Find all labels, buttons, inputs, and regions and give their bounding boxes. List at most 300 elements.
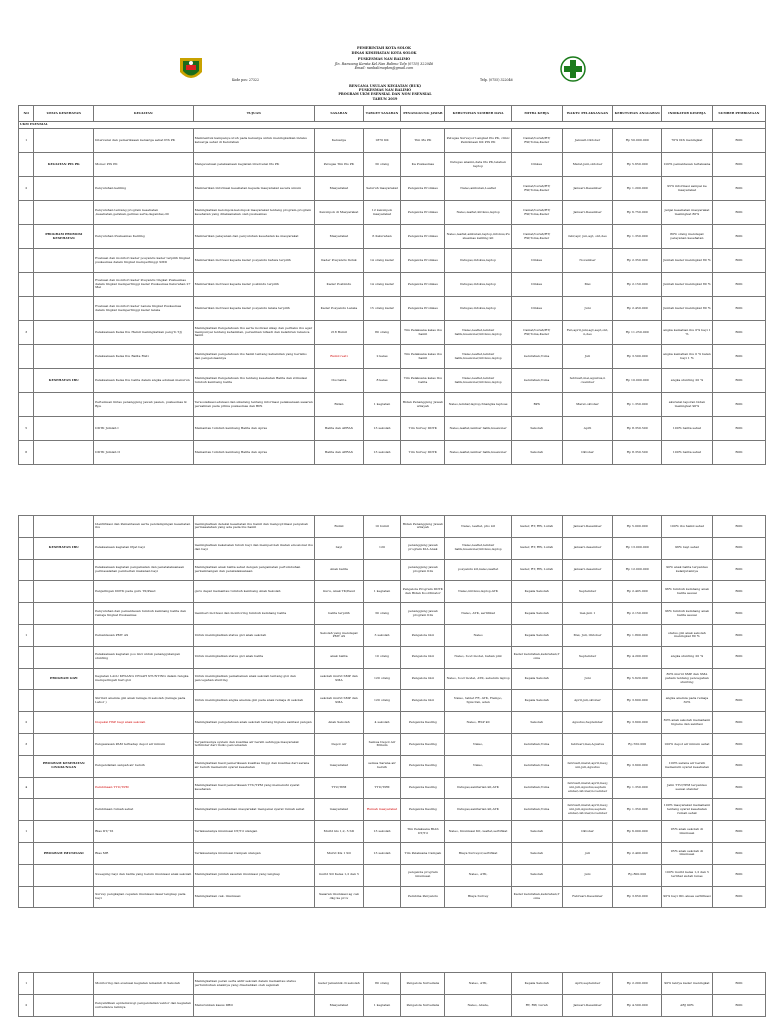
cell-waktu: Feb,april,juni,agt,sept,okt, n,des (562, 321, 613, 345)
cell-pj: Pengelola Kesling (401, 712, 445, 734)
cell-pj: Tim Pelaksana kelas ibu hamil (401, 321, 445, 345)
cell-angg: Rp 2.400.000 (613, 842, 662, 864)
cell-ind: 100% murid kelas 1,2 dan 5 terlihat sudah lunas (662, 864, 713, 886)
cell-keg: Monitoring dan evaluasi kegiatan lemamdi di Sekolah (94, 973, 193, 995)
cell-mitra: kelurahan,Toma (511, 369, 562, 393)
cell-upaya (34, 973, 94, 995)
table-row (19, 799, 766, 821)
cell-sas: masyarakat (315, 755, 364, 777)
page-2 (0, 515, 768, 930)
title-l4: TAHUN 2019 (372, 96, 398, 101)
cell-angg: Rp 2.150.000 (613, 603, 662, 625)
cell-sumber: BOK (712, 690, 765, 712)
cell-sumber: BOK (712, 225, 765, 249)
cell-pj: Tim Survey DDTK (401, 441, 445, 465)
cell-angg: Rp 2.405.000 (613, 581, 662, 603)
cell-waktu: febr,apr, jun,agt, okt,des (562, 225, 613, 249)
cell-tujuan: Membentuk kampanye utuh pada keluarga untuk meningkatkan indeks keluarga sehat di Kelurahan (193, 129, 315, 153)
title-l3: PROGRAM UKM ESENSIAL DAN NON ESENSIAL (338, 92, 432, 97)
cell-sas: Kader Posyandu Lansia (315, 297, 364, 321)
cell-sas: Balita dan APRAS (315, 417, 364, 441)
cell-sumber: BOK (712, 559, 765, 581)
cell-no (19, 864, 34, 886)
cell-pj: Pengelola Promkes (401, 177, 445, 201)
cell-upaya (34, 821, 94, 843)
cell-angg: Rp 3.650.000 (613, 886, 662, 908)
cell-mitra: Kepala Sekolah (511, 603, 562, 625)
column-header: WAKTU PELAKSANAAN (562, 106, 613, 122)
cell-tujuan: Meningkatkan pemahaman masyarakat mengenai syarat rumah sehat (193, 799, 315, 821)
cell-ksd: Naleo (445, 624, 511, 646)
cell-upaya (34, 603, 94, 625)
cell-mitra: Kader kelurahan,kelurahan,T oma (511, 646, 562, 668)
cell-ind: angka kematian ibu 0% bayi 1 % (662, 321, 713, 345)
address: Jln. Ramoang Kerata Kel.Nan Balimo Telp (0755) 322046 (334, 61, 434, 66)
cell-ksd: Naleo,lembar,laptop,Snangka laptoas (445, 393, 511, 417)
cell-tujuan: Memberikan pelayanan dan penyuluhan kesehatan ke masyarakat (193, 225, 315, 249)
cell-waktu: April (562, 417, 613, 441)
cell-tujuan: Untuk meningkatkan angka anemia gizi pada anak remaja di sekolah (193, 690, 315, 712)
cell-angg: Rp 50.000.000 (613, 129, 662, 153)
cell-pj: Pengelola Promkes (401, 201, 445, 225)
cell-waktu: februari,mei,Agustus (562, 733, 613, 755)
cell-tujuan: Meningkatkan peran serta aktif sekolah dalam memantau status pertumbuhan anaknya yang disebabkan oleh sejumah (193, 973, 315, 995)
cell-tujuan: meningkatkan kekebalan tubuh bayi dan memperoleh ikatan emosional ibu dan bayi (193, 537, 315, 559)
cell-angg: Rp 3.600.000 (613, 712, 662, 734)
cell-ind: 90% bayi IDL akses sertifikasi (662, 886, 713, 908)
puskesmas-name: PUSKESMAS NAN BALIMO (357, 57, 411, 62)
cell-tgt: 15 orang kader (363, 297, 401, 321)
table-row (19, 624, 766, 646)
cell-mitra: kelurahan,Toma (511, 777, 562, 799)
cell-tgt: 2 kelas (363, 345, 401, 369)
cell-tujuan: Meningkatkan hasil pemeriksaan TTU/TPM yang memenuhi syarat kesehatan (193, 777, 315, 799)
cell-keg: Penyuluhan tentang program kesehatan ,kesehatan,gerakan,germas serta,degandas,dll (94, 201, 193, 225)
cell-waktu: Maret-oktober (562, 393, 613, 417)
cell-sumber: BOK (712, 273, 765, 297)
cell-no (19, 297, 34, 321)
cell-keg: DDTK Jumlah I (94, 417, 193, 441)
cell-no: 5 (19, 417, 34, 441)
table-row (19, 864, 766, 886)
table-row (19, 995, 766, 1017)
doc-title (260, 84, 510, 101)
cell-keg: Inspeksi HSP bagi anak sekolah (94, 712, 193, 734)
cell-pj: Bidan Penanggung Jawab wilayah (401, 393, 445, 417)
column-header: MITRA KERJA (511, 106, 562, 122)
table-row (19, 733, 766, 755)
cell-keg: Pertemuan lintas penanggung jawab pasien, puskesmas & Bpu (94, 393, 193, 417)
cell-angg: Rp 8.350.500 (613, 417, 662, 441)
cell-waktu: januari-desember (562, 537, 613, 559)
cell-tgt: 1 kegiatan (363, 995, 401, 1017)
cell-keg: Penyuluhan keliling (94, 177, 193, 201)
cell-upaya (34, 249, 94, 273)
cell-tgt: 14 orang kader (363, 249, 401, 273)
cell-sumber: BOK (712, 624, 765, 646)
cell-tgt: 120 (363, 537, 401, 559)
cell-upaya (34, 886, 94, 908)
cell-ksd: Petugas,infokus,laptop (445, 273, 511, 297)
cell-tujuan: Untuk meningkatkan status gizi anak sekolah (193, 624, 315, 646)
table-row (19, 973, 766, 995)
cell-no: 2 (19, 995, 34, 1017)
cell-ind: 96% tumbuh kembang anak balita sesuai (662, 603, 713, 625)
cell-tgt: 120 orang (363, 668, 401, 690)
cell-sas: Murid kls 1,2, 5 SD (315, 821, 364, 843)
cell-mitra: Sekolah (511, 441, 562, 465)
cell-sas: Kader Posyandu Induk (315, 249, 364, 273)
cell-angg: Rp 13.000.000 (613, 537, 662, 559)
cell-tgt (363, 559, 401, 581)
cell-ind: 80% anak sekolah memahami higiene dan sanitasi (662, 712, 713, 734)
cell-sas: Kelompok di Masyarakat (315, 201, 364, 225)
cell-ind: 100% balita sehat (662, 441, 713, 465)
table-row (19, 559, 766, 581)
cell-keg: Penyuluhan dan pemantauan tumbuh kembang balita dan remaja tingkat Puskesmas (94, 603, 193, 625)
cell-ind: status gizi anak sekolah meningkat 80 % (662, 624, 713, 646)
cell-mitra: Camat/Lurah/RT/ RW,Toma,Kader (511, 201, 562, 225)
cell-pj: Pengelola Gizi (401, 624, 445, 646)
cell-no: 1 (19, 129, 34, 153)
cell-waktu: Januari-Oktober (562, 129, 613, 153)
cell-waktu: Januari-Desember (562, 995, 613, 1017)
cell-tujuan: Memantau tumbuh kembang Balita dan Apras (193, 417, 315, 441)
cell-pj: Pengelola Promkes (401, 249, 445, 273)
cell-waktu: januari-desember (562, 559, 613, 581)
cell-sumber: BOK (712, 369, 765, 393)
cell-upaya (34, 129, 94, 153)
cell-angg: Rp 1.800.000 (613, 624, 662, 646)
email: Email: nanbalimopkm@gmail.com (354, 66, 414, 71)
cell-ksd: Biaya Surveyor,sertifikat (445, 842, 511, 864)
cell-angg: Rp 1.350.000 (613, 393, 662, 417)
cell-ind: Jalin TTU/TPM terpantau sesuai standar (662, 777, 713, 799)
cell-upaya (34, 864, 94, 886)
cell-upaya (34, 273, 94, 297)
cell-waktu: februari,maret,april,mei,j uni,juli,Agustus (562, 755, 613, 777)
cell-upaya (34, 690, 94, 712)
column-header: KEGIATAN (94, 106, 193, 122)
cell-angg: Rp 550.000 (613, 733, 662, 755)
cell-ksd: Petugas,infokus,laptop (445, 297, 511, 321)
cell-ksd: Naleo,ambulan,Leaflet (445, 177, 511, 201)
cell-mitra: Dinkes (511, 273, 562, 297)
cell-ksd: Naleo,leaflet,ambulan,laptop,infokus,Puskesmas keliling kit (445, 225, 511, 249)
cell-pj: Tim Pelaksana kelas ibu hamil (401, 345, 445, 369)
cell-ksd: Petugas Surveyor Langkat Pis PK, clinic Pembinaan KK PIS PK (445, 129, 511, 153)
cell-keg: Pelaksanaan kegiatan pos Gizi untuk penanggulangan stunting (94, 646, 193, 668)
cell-mitra: Camat/Lurah/RT/ RW,Toma,Kader (511, 225, 562, 249)
cell-ind: 100% pemantauan terlaksana (662, 153, 713, 177)
cell-tujuan: Meningkatkan Pengetahuan Ibu tentang kesehatan Balita dan stimulasi tumbuh kembang balita (193, 369, 315, 393)
cell-ind: 80% orang mendapat pelayanan kesehatan (662, 225, 713, 249)
cell-tgt (363, 886, 401, 908)
cell-tgt: semua Sarana air bersih (363, 755, 401, 777)
cell-waktu: Mei (562, 273, 613, 297)
cell-keg: Pengawasan PAM terhadap depot air minum (94, 733, 193, 755)
cell-tujuan: Meningkatkan Pengetahuan Ibu serta motivasi sikap dan perilaku ibu agar mempunyai tentang kehamilan, persalinan nifasdi dan kelahiran rekanca hamil (193, 321, 315, 345)
cell-ksd: posyandu kit,naleo,leaflet (445, 559, 511, 581)
cell-ksd: Naleo, tablet FE, ATK, Hempo, Spiscran, aden (445, 690, 511, 712)
cell-upaya (34, 516, 94, 538)
cell-ksd: Naleo, ATK, (445, 864, 511, 886)
cell-tgt: 80 orang (363, 321, 401, 345)
cell-angg: Rp 11.250.000 (613, 321, 662, 345)
cell-tujuan: Untuk meningkatkan pemahaman anak sekolah tentang gizi dan pencegahan stunting (193, 668, 315, 690)
cell-tujuan: Meningkatkan pengetahuan ibu hamil tentang kehamilan yang berisiko dan pengelolaannya (193, 345, 315, 369)
cell-mitra: Kepala Sekolah (511, 624, 562, 646)
cell-sas: Masyarakat (315, 225, 364, 249)
title-l2: PUSKESMAS NAN BALIMO (358, 88, 412, 93)
cell-mitra: Kader kelurahan,kelurahan,T oma (511, 886, 562, 908)
cell-ind: 96% tumbuh kembang anak balita sesuai (662, 581, 713, 603)
cell-no: 6 (19, 441, 34, 465)
cell-keg: Penjaringan DDTK pada guru TK/Paud (94, 581, 193, 603)
cell-ksd: Naleo, HSP kit (445, 712, 511, 734)
cell-ksd: Naleo,leaflet,lembar balik,kuesioner,infokus,laptop (445, 537, 511, 559)
cell-upaya (34, 624, 94, 646)
cell-waktu: April,juli,oktober (562, 690, 613, 712)
cell-keg: Monev PIS PK (94, 153, 193, 177)
table-row (19, 755, 766, 777)
table-row (19, 153, 766, 177)
cell-ksd: Biaya Survey (445, 886, 511, 908)
cell-upaya (34, 441, 94, 465)
ruk-table-2 (18, 515, 766, 908)
cell-no (19, 842, 34, 864)
cell-angg: Rp 1.200.000 (613, 177, 662, 201)
cell-keg: Penyuluhan Puskesmas Keliling (94, 225, 193, 249)
cell-sumber: BOK (712, 581, 765, 603)
cell-ind: 95% anak sekolah di imunisasi (662, 821, 713, 843)
cell-keg: Pelaksanaan Kelas Ibu balita dalam angka edukasi menurun (94, 369, 193, 393)
cell-angg: Rp 8.350.500 (613, 441, 662, 465)
cell-sas: Anak balita (315, 559, 364, 581)
cell-mitra: kelurahan,Toma (511, 345, 562, 369)
cell-tujuan: Menurunkan kasus DBD (193, 995, 315, 1017)
cell-sas: bayi (315, 537, 364, 559)
cell-sas: Bumil (315, 516, 364, 538)
cell-keg: Pembinaan TTU/TPM (94, 777, 193, 799)
cell-waktu: Juni (562, 668, 613, 690)
cell-no (19, 799, 34, 821)
cell-angg: Rp 2.350.000 (613, 249, 662, 273)
cell-ksd: Naleo,leaflet,lembar balik,kuesioner (445, 441, 511, 465)
cell-angg: Rp 1.350.000 (613, 777, 662, 799)
cell-upaya (34, 646, 94, 668)
cell-sumber: BOK (712, 777, 765, 799)
cell-upaya (34, 995, 94, 1017)
cell-pj: Pengelola Gizi (401, 646, 445, 668)
cell-ind: 100% sarana air bersih memenuhi syarat kesehatan (662, 755, 713, 777)
table-row (19, 537, 766, 559)
cell-ksd: Naleo, (445, 733, 511, 755)
cell-angg: Rp 3.500.000 (613, 345, 662, 369)
cell-ind: 96% bayi sehat (662, 537, 713, 559)
cell-sumber: BOK (712, 973, 765, 995)
cell-no (19, 559, 34, 581)
cell-sas: Sekolah yang mendapat PMT AS (315, 624, 364, 646)
cell-tgt: 12 kelompok masyarakat (363, 201, 401, 225)
cell-tujuan: Memberikan motivasi kepada kader posbindu terpilih (193, 273, 315, 297)
cell-tujuan: Tersosialisasi edukasi dan sikarang tentang informasi pelaksanaan sasaran persalinan pada prima puskesmas dan BPS (193, 393, 315, 417)
cell-waktu: Juli (562, 345, 613, 369)
table-row (19, 393, 766, 417)
cell-tgt: 1 kegiatan (363, 581, 401, 603)
cell-ind: angka anemia pada remaja 30% (662, 690, 713, 712)
table-row (19, 321, 766, 345)
cell-tgt: Semua Depot Air Minum (363, 733, 401, 755)
cell-mitra: Dinkes (511, 249, 562, 273)
cell-tgt: 6 Kelurahan (363, 225, 401, 249)
table-row (19, 690, 766, 712)
cell-mitra: kelurahan,Toma (511, 799, 562, 821)
cell-waktu: Februari-Desember (562, 886, 613, 908)
cell-ind: Jenjai kesehatan masyarakat meningkat 80% (662, 201, 713, 225)
cell-tujuan: Memberikan motivasi kepada kader posyandu bahwa terpilih (193, 249, 315, 273)
cell-no (19, 755, 34, 777)
cell-no (19, 516, 34, 538)
cell-pj: Tim Pelaksana Campak (401, 842, 445, 864)
cell-pj: Pengelola Promkes (401, 273, 445, 297)
cell-sas: murid SD Kelas 1,2 dan 5 (315, 864, 364, 886)
cell-waktu: September (562, 646, 613, 668)
cell-upaya: KESEHATAN IBU (34, 537, 94, 559)
table-row (19, 441, 766, 465)
cell-upaya (34, 345, 94, 369)
cell-tujuan: Meningkatkan kelompok-kelompok masyarakat tentang program-program kesehatan yang dilaksanakan oleh puskesmas (193, 201, 315, 225)
page-1 (0, 0, 768, 465)
cell-tujuan: meningkatkan deteksi kesehatan ibu hamil dan mengoptimasi penyebab permasalahan yang ada pada ibu hamil (193, 516, 315, 538)
cell-ksd: Naleo, Abate, (445, 995, 511, 1017)
cell-no: 3 (19, 321, 34, 345)
cell-tgt: 13 sekolah (363, 417, 401, 441)
section-label: UKM ESENSIAL (19, 122, 766, 129)
cell-tgt: 3 sekolah (363, 624, 401, 646)
cell-keg: Pemantauan PMT AS (94, 624, 193, 646)
cell-mitra: Dinkes (511, 297, 562, 321)
cell-no (19, 393, 34, 417)
cell-mitra: Kepala Sekolah (511, 973, 562, 995)
cell-sumber: BOK (712, 129, 765, 153)
cell-tgt: 13 sekolah (363, 821, 401, 843)
cell-tgt: 30 orang (363, 603, 401, 625)
cell-mitra: Camat/Lurah/RT/ RW,Toma,Kader (511, 177, 562, 201)
cell-waktu: Januari-Desember (562, 201, 613, 225)
cell-no (19, 690, 34, 712)
cell-ksd: Naleo, leaflet, pho kit (445, 516, 511, 538)
cell-sumber: BOK (712, 755, 765, 777)
cell-keg: Pelaksanaan Kelas Ibu Balita Risti (94, 345, 193, 369)
cell-waktu: April,september (562, 973, 613, 995)
cell-tgt: 13 sekolah (363, 441, 401, 465)
cell-upaya (34, 321, 94, 345)
cell-keg: Kegiatan LALU KESANG CEGAH STUNTING dalam rangka memperingati hari gizi (94, 668, 193, 690)
cell-ind: Jumlah kader meningkat 80 % (662, 249, 713, 273)
cell-mitra: kader, RT, RW, Lurah (511, 516, 562, 538)
cell-sas: Keluarga (315, 129, 364, 153)
section-row (19, 122, 766, 129)
cell-waktu: februari,maret,april,mei,j uni,juli,Agustus,septem ember,oktober,november (562, 777, 613, 799)
cell-angg: Rp 4.200.000 (613, 646, 662, 668)
cell-keg: Pembinaan rumah sehat (94, 799, 193, 821)
cell-no (19, 581, 34, 603)
cell-upaya (34, 712, 94, 734)
cell-sas: Guru, Anak TK/Paud (315, 581, 364, 603)
cell-ind: angka kematian ibu 0 % balan bayi 1 % (662, 345, 713, 369)
cell-waktu: Maret,juni,oktober (562, 153, 613, 177)
cell-sumber: BOK (712, 153, 765, 177)
cell-pj: Pengelola Kesling (401, 799, 445, 821)
column-header: KEBUTUHAN SUMBER DAYA (445, 106, 511, 122)
cell-mitra: Dinkes (511, 153, 562, 177)
cell-mitra: Sekolah (511, 821, 562, 843)
cell-sumber: BOK (712, 842, 765, 864)
cell-no (19, 345, 34, 369)
column-header: PENANGGUNG JAWAB (401, 106, 445, 122)
cell-tujuan: Meningkatkan hasil pemeriksaan kualitas tinggi dan kualitas dari sarana air bersih memenuhi syarat kesehatan (193, 755, 315, 777)
cell-ksd: Naleo,leaflet,lembar balik,kuesioner,infokus,laptop (445, 369, 511, 393)
cell-ind: Jumlah kader meningkat 80 % (662, 273, 713, 297)
cell-tujuan: Meningkatkan pengetahuan anak sekolah tentang higiene sanitasi pangan (193, 712, 315, 734)
cell-mitra: RT, RW, Lurah (511, 995, 562, 1017)
cell-pj: Pengelola Program DDTK dan Bidan Koordinator (401, 581, 445, 603)
cell-upaya (34, 581, 94, 603)
cell-ksd: Naleo,leaflet,infokus,laptop (445, 201, 511, 225)
cell-keg: Pelaksanaan Kelas Ibu Hamil meningkatkan peng'U.T.J) (94, 321, 193, 345)
cell-tgt: 80 orang (363, 973, 401, 995)
cell-mitra: Camat/Lurah/RT/ RW,Toma,Kader (511, 129, 562, 153)
cell-tujuan: Terpantaunya system dan kualitas air bersih sehingga masyarakat terhindar dari risiko pencemaran (193, 733, 315, 755)
cell-angg: Rp 6.750.000 (613, 201, 662, 225)
table-row (19, 129, 766, 153)
cell-sas: Bumil resti (315, 345, 364, 369)
table-row (19, 603, 766, 625)
cell-angg: Rp 3.600.000 (613, 690, 662, 712)
column-header: SASARAN (315, 106, 364, 122)
cell-no: 2 (19, 712, 34, 734)
cell-no: 2 (19, 177, 34, 201)
cell-mitra: BPS (511, 393, 562, 417)
cell-pj: Pengelola Gizi (401, 690, 445, 712)
cell-waktu: Juni (562, 297, 613, 321)
cell-pj: Pengelola Surveilans (401, 973, 445, 995)
cell-tgt: 1 kegiatan (363, 393, 401, 417)
cell-tgt: 10 orang (363, 646, 401, 668)
ruk-table-1 (18, 105, 766, 465)
cell-ind: angka stunting 20 % (662, 369, 713, 393)
cell-mitra: kelurahan,Toma (511, 755, 562, 777)
cell-pj: Pengelola Gizi (401, 668, 445, 690)
cell-waktu: februari,mei,agustus,n ovember (562, 369, 613, 393)
cell-upaya: PROGRAM GIZI (34, 668, 94, 690)
table-row (19, 842, 766, 864)
cell-pj: pengelola program imunisasi (401, 864, 445, 886)
cell-sas: Anak Sekolah (315, 712, 364, 734)
cell-ind: 90% lanrya kader meningkat (662, 973, 713, 995)
cell-keg: Evaluasi dan monitori kader Posyandu tingkat Puskesmas dalam tingkat mempertinggi kader Puskesmas Kelurahan 27 Mei (94, 273, 193, 297)
cell-pj: penanggung jawab program KIA Anak (401, 537, 445, 559)
cell-ind: 95% informasi sampai ke masyarakat (662, 177, 713, 201)
cell-sumber: BOK (712, 537, 765, 559)
cell-upaya (34, 559, 94, 581)
cell-ksd: Naleo, food model, bahan pmt (445, 646, 511, 668)
cell-upaya: KEGIATAN PIS PK (34, 153, 94, 177)
cell-sumber: BOK (712, 393, 765, 417)
cell-sumber: BOK (712, 712, 765, 734)
cell-pj: Pengelola Kesling (401, 733, 445, 755)
